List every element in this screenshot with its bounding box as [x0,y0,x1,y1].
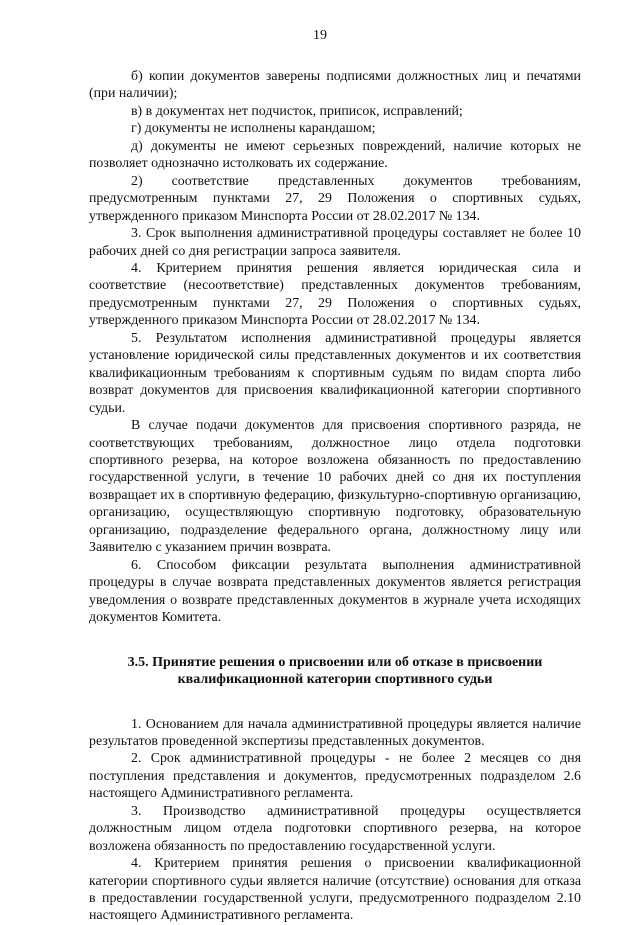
paragraph-point-4: 4. Критерием принятия решения является юридическая сила и соответствие (несоответствие) представленных документов требованиям, предусмотренным пунктами 27, 29 Положения о спортивных судьях, утвержденного приказом Минспорта России от 28.02.2017 № 134. [89,260,581,329]
paragraph-section-point-3: 3. Производство административной процедуры осуществляется должностным лицом отдела подготовки спортивного резерва, на которое возложена обязанность по предоставлению государственной услуги. [89,803,581,854]
paragraph-section-point-2: 2. Срок административной процедуры - не более 2 месяцев со дня поступления представления и документов, предусмотренных подразделом 2.6 настоящего Административного регламента. [89,751,581,802]
section-heading: 3.5. Принятие решения о присвоении или об отказе в присвоении квалификационной категории спортивного судьи [127,654,543,687]
paragraph-item-g: г) документы не исполнены карандашом; [131,121,376,137]
paragraph-section-point-4: 4. Критерием принятия решения о присвоении квалификационной категории спортивного судьи является наличие (отсутствие) основания для отказа в предоставлении государственной услуги, предусмотренного подразделом 2.10 настоящего Административного регламента. [89,856,581,924]
paragraph-return-case: В случае подачи документов для присвоения спортивного разряда, не соответствующих требованиям, должностное лицо отдела подготовки спортивного резерва, на которое возложена обязанность по предоставлению государственной услуги, в течение 10 рабочих дней со дня их поступления возвращает их в спортивную федерацию, физкультурно-спортивную организацию, организацию, осуществляющую спортивную подготовку, образовательную организацию, подразделение федерального органа, должностному лицу или Заявителю с указанием причин возврата. [89,418,581,556]
paragraph-item-v: в) в документах нет подчисток, приписок, исправлений; [131,103,463,119]
paragraph-point-3: 3. Срок выполнения административной процедуры составляет не более 10 рабочих дней со дня регистрации запроса заявителя. [89,226,581,259]
page-number: 19 [313,28,327,43]
paragraph-section-point-1: 1. Основанием для начала административной процедуры является наличие результатов проведенной экспертизы представленных документов. [89,716,581,749]
paragraph-item-d: д) документы не имеют серьезных повреждений, наличие которых не позволяет однозначно истолковать их содержание. [89,138,581,172]
paragraph-point-6: 6. Способом фиксации результата выполнения административной процедуры в случае возврата представленных документов является регистрация уведомления о возврате представленных документов в журнале учета исходящих документов Комитета. [89,557,581,626]
paragraph-item-b: б) копии документов заверены подписями должностных лиц и печатями (при наличии); [89,69,581,102]
page-content [89,68,581,925]
paragraph-point-5: 5. Результатом исполнения административной процедуры является установление юридической силы представленных документов и их соответствия квалификационным требованиям к спортивным судьям по видам спорта либо возврат документов для присвоения квалификационной категории спортивного судьи. [89,330,581,416]
paragraph-item-2: 2) соответствие представленных документов требованиям, предусмотренным пунктами 27, 29 Положения о спортивных судьях, утвержденного приказом Минспорта России от 28.02.2017 № 134. [89,173,581,224]
